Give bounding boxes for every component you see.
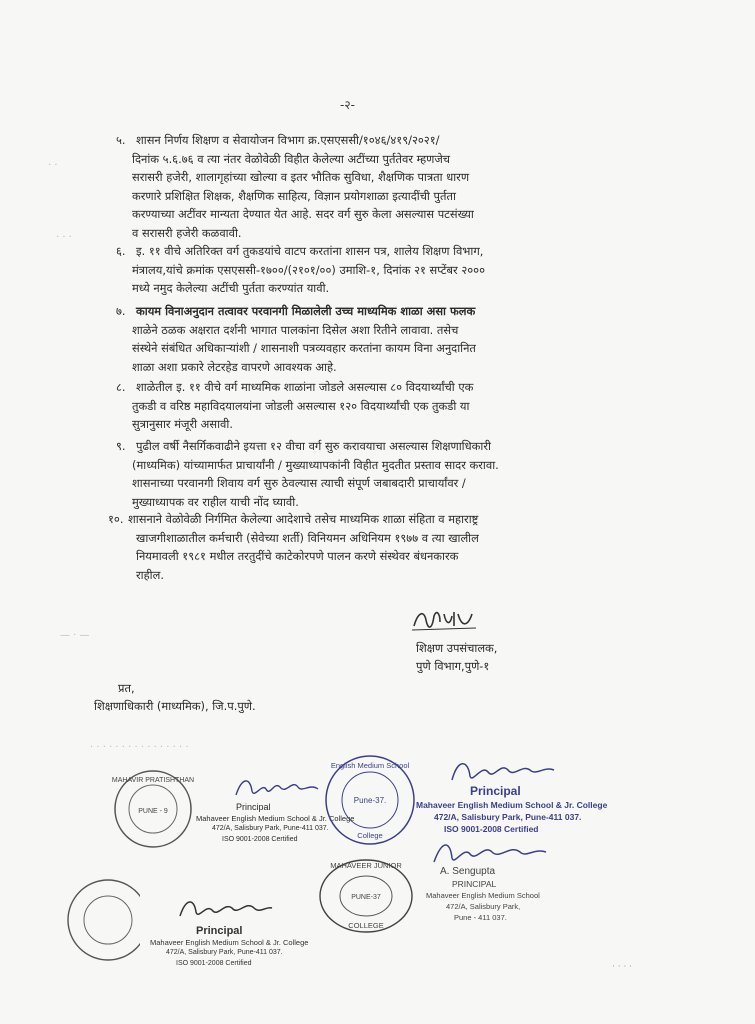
school-address: 472/A, Salisbury Park, Pune-411 037.: [212, 825, 329, 832]
list-item: [116, 302, 586, 376]
bleed-through-text: · · · · · · · · · · · · · · · ·: [90, 742, 189, 753]
handwritten-signature: [176, 894, 276, 924]
principal-title: Principal: [196, 925, 243, 937]
item-line: शासनाच्या परवानगी शिवाय वर्ग सुरु ठेवल्यास त्याची संपूर्ण जबाबदारी प्राचार्यांवर /: [132, 476, 466, 490]
seal-title: English Medium School: [330, 761, 410, 770]
copy-label: प्रत,: [118, 681, 135, 695]
iso-certification: ISO 9001-2008 Certified: [444, 824, 539, 834]
principal-title: PRINCIPAL: [452, 879, 497, 889]
principal-title: Principal: [470, 784, 521, 798]
list-item: [116, 242, 586, 298]
list-item: [116, 437, 586, 511]
list-item: [116, 131, 586, 242]
iso-certification: ISO 9001-2008 Certified: [176, 960, 252, 967]
item-number: ८.: [116, 380, 126, 394]
signatory-office: पुणे विभाग,पुणे-१: [416, 659, 490, 673]
pratishthan-seal: [112, 768, 194, 850]
bleed-through-text: · ·: [48, 160, 58, 171]
bleed-through-text: — · —: [60, 630, 90, 641]
school-name: Mahaveer English Medium School & Jr. College: [150, 938, 309, 947]
item-line: शासनाने वेळोवेळी निर्गमित केलेल्या आदेशाचे तसेच माध्यमिक शाळा संहिता व महाराष्ट्र: [128, 512, 479, 526]
item-number: ७.: [116, 304, 126, 318]
item-line: सरासरी हजेरी, शालागृहांच्या खोल्या व इतर भौतिक सुविधा, शैक्षणिक पात्रता धारण: [132, 170, 470, 184]
item-number: १०.: [108, 512, 124, 526]
iso-certification: ISO 9001-2008 Certified: [222, 836, 298, 843]
school-name: Mahaveer English Medium School & Jr. College: [196, 814, 355, 823]
item-number: ५.: [116, 133, 126, 147]
seal-city: PUNE-37: [351, 894, 381, 901]
item-line: राहील.: [136, 567, 164, 582]
item-line: मध्ये नमुद केलेल्या अटींची पुर्तता करण्यांत यावी.: [132, 281, 330, 295]
school-address: 472/A, Salisbury Park,: [446, 902, 521, 911]
item-line: करण्याच्या अटींवर मान्यता देण्यात येत आहे. सदर वर्ग सुरु केला असल्यास पटसंख्या: [132, 207, 474, 221]
school-name: Mahaveer English Medium School & Jr. College: [416, 800, 608, 810]
seal-city: PUNE - 9: [138, 808, 168, 815]
item-line: करणारे प्रशिक्षित शिक्षक, शैक्षणिक साहित्य, विज्ञान प्रयोगशाळा इत्यादींची पुर्तता: [132, 188, 456, 203]
item-line: शाळा अशा प्रकारे लेटरहेड वापरणे आवश्यक आहे.: [132, 359, 337, 374]
item-line: सुत्रानुसार मंजूरी असावी.: [132, 417, 233, 431]
item-line: मुख्याध्यापक वर राहील याची नोंद घ्यावी.: [132, 494, 299, 509]
seal-title: MAHAVEER JUNIOR: [330, 861, 402, 870]
item-line: तुकडी व वरिष्ठ महाविदयालयांना जोडली असल्यास १२० विदयार्थ्यांची एक तुकडी या: [132, 398, 470, 413]
school-round-seal: [322, 752, 418, 848]
principal-name: A. Sengupta: [440, 866, 496, 877]
school-name: Mahaveer English Medium School: [426, 891, 540, 900]
partial-round-seal: [60, 872, 140, 962]
seal-bottom: COLLEGE: [348, 921, 384, 930]
item-line: मंत्रालय,यांचे क्रमांक एसएससी-१७००/(२१०१/००) उमाशि-१, दिनांक २१ सप्टेंबर २०००: [132, 262, 486, 277]
item-line: शाळेने ठळक अक्षरात दर्शनी भागात पालकांना दिसेल अशा रितीने लावावा. तसेच: [132, 322, 459, 337]
list-item: [108, 510, 578, 584]
copy-recipient: शिक्षणाधिकारी (माध्यमिक), जि.प.पुणे.: [94, 699, 256, 713]
principal-title: Principal: [236, 802, 271, 812]
school-pin: Pune - 411 037.: [454, 913, 507, 922]
item-line: (माध्यमिक) यांच्यामार्फत प्राचार्यांनी / मुख्याध्यापकांनी विहीत मुदतीत प्रस्ताव सादर करावा.: [132, 457, 499, 472]
item-line: शाळेतील इ. ११ वीचे वर्ग माध्यमिक शाळांना जोडले असल्यास ८० विदयार्थ्यांची एक: [136, 380, 474, 394]
school-address: 472/A, Salisbury Park, Pune-411 037.: [434, 812, 582, 822]
signature-block: [410, 606, 497, 675]
bleed-through-text: · · ·: [56, 232, 72, 243]
item-number: ९.: [116, 439, 126, 453]
item-line: नियमावली १९८१ मधील तरतुदींचे काटेकोरपणे पालन करणे संस्थेवर बंधनकारक: [136, 549, 459, 563]
item-line: दिनांक ५.६.७६ व त्या नंतर वेळोवेळी विहीत केलेल्या अटींच्या पुर्ततेवर म्हणजेच: [132, 151, 451, 166]
item-line: व सरासरी हजेरी कळवावी.: [132, 225, 242, 240]
signatory-title: शिक्षण उपसंचालक,: [416, 641, 498, 655]
seal-bottom: College: [357, 831, 383, 840]
bleed-through-text: · · · ·: [612, 962, 633, 972]
item-line: इ. ११ वीचे अतिरिक्त वर्ग तुकडयांचे वाटप करतांना शासन पत्र, शालेय शिक्षण विभाग,: [136, 244, 484, 258]
item-number: ६.: [116, 244, 126, 258]
junior-college-seal: [316, 856, 416, 936]
list-item: [116, 378, 586, 434]
item-line: शासन निर्णय शिक्षण व सेवायोजन विभाग क्र.एसएससी/१०४६/४१९/२०२१/: [136, 133, 440, 147]
handwritten-signature: [232, 773, 322, 803]
item-line: खाजगीशाळातील कर्मचारी (सेवेच्या शर्ती) विनियमन अधिनियम १९७७ व त्या खालील: [136, 530, 479, 545]
item-line: कायम विनाअनुदान तत्वावर परवानगी मिळालेली उच्च माध्यमिक शाळा असा फलक: [136, 304, 476, 318]
item-line: पुढील वर्षी नैसर्गिकवाढीने इयत्ता १२ वीचा वर्ग सुरु करावयाचा असल्यास शिक्षणाधिकारी: [136, 439, 491, 453]
school-address: 472/A, Salisbury Park, Pune-411 037.: [166, 949, 283, 956]
page-number: -२-: [340, 98, 355, 112]
item-line: संस्थेने संबंधित अधिकाऱ्यांशी / शासनाशी पत्रव्यवहार करतांना कायम विना अनुदानित: [132, 341, 476, 355]
seal-city: Pune-37.: [353, 796, 387, 805]
handwritten-signature: [410, 606, 480, 634]
seal-title: MAHAVIR PRATISHTHAN: [112, 777, 194, 784]
